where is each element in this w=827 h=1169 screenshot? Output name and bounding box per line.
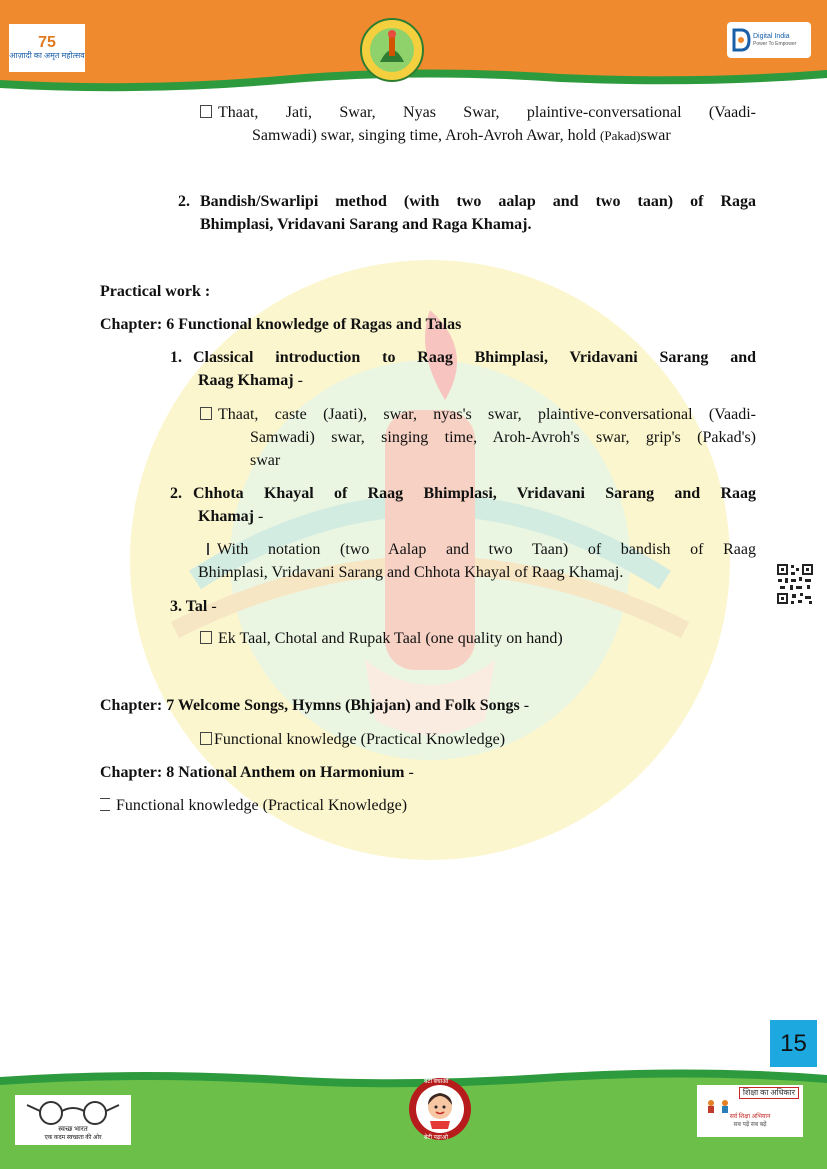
digital-india-title: Digital India: [753, 32, 790, 40]
practical-work-heading: Practical work :: [100, 283, 211, 300]
chapter-8-heading: Chapter: 8 National Anthem on Harmonium -: [100, 764, 414, 781]
item-2-line-1: Bandish/Swarlipi method (with two aalap and two taan) of Raga: [200, 193, 756, 210]
bullet-icon: [200, 407, 212, 420]
beti-bachao-emblem-icon: [408, 1077, 472, 1141]
practical-item-3: 3. Tal -: [170, 598, 217, 615]
raga-attributes-line-2: Samwadi) swar, singing time, Aroh-Avroh Awar, hold (Pakad)swar: [252, 127, 671, 144]
practical-item-2-line-2: Khamaj -: [198, 508, 264, 525]
bullet-icon: [207, 543, 209, 555]
practical-item-2-number: 2.: [170, 485, 182, 502]
raga-attributes-line-1: Thaat, Jati, Swar, Nyas Swar, plaintive-conversational (Vaadi-: [200, 101, 756, 124]
chapter-7-heading: Chapter: 7 Welcome Songs, Hymns (Bhjajan) and Folk Songs -: [100, 697, 530, 714]
item-2-line-2: Bhimplasi, Vridavani Sarang and Raga Khamaj.: [200, 216, 532, 233]
beti-padhao-text: बेटी पढ़ाओ: [424, 1135, 448, 1141]
practical-item-2-sub-line-2: Bhimplasi, Vridavani Sarang and Chhota Khayal of Raag Khamaj.: [198, 564, 624, 581]
azadi-number: 75: [38, 34, 56, 51]
chapter-8-sub: Functional knowledge (Practical Knowledge): [100, 794, 407, 817]
qr-code-icon: [776, 563, 814, 605]
rte-line-2: सब पढ़ें सब बढ़ें: [733, 1122, 767, 1128]
bullet-icon: [100, 798, 110, 811]
page-number: 15: [770, 1020, 817, 1067]
chapter-7-sub: Functional knowledge (Practical Knowledge): [200, 728, 505, 751]
practical-item-1-sub-line-1: Thaat, caste (Jaati), swar, nyas's swar, plaintive-conversational (Vaadi-: [200, 403, 756, 426]
swachh-text: स्वच्छ भारत: [58, 1124, 88, 1133]
bullet-icon: [200, 105, 212, 118]
bullet-icon: [200, 631, 212, 644]
beti-bachao-text: बेटी बचाओ: [424, 1079, 449, 1085]
bullet-icon: [200, 732, 212, 745]
chapter-6-heading: Chapter: 6 Functional knowledge of Ragas and Talas: [100, 316, 462, 333]
practical-item-1-sub-line-3: swar: [250, 452, 281, 469]
children-icon: [703, 1099, 753, 1113]
digital-india-subtitle: Power To Empower: [753, 40, 797, 47]
glasses-icon: [23, 1099, 123, 1125]
swachh-bharat-logo: [15, 1095, 131, 1145]
practical-item-3-sub: Ek Taal, Chotal and Rupak Taal (one quality on hand): [200, 627, 563, 650]
rte-logo: [697, 1085, 803, 1137]
page-footer: [0, 1065, 827, 1169]
item-2-number: 2.: [178, 193, 190, 210]
rte-title: शिक्षा का अधिकार: [739, 1087, 799, 1099]
practical-item-1-line-1: Classical introduction to Raag Bhimplasi, Vridavani Sarang and: [193, 349, 756, 366]
rte-line-1: सर्व शिक्षा अभियान: [729, 1114, 771, 1120]
practical-item-1-number: 1.: [170, 349, 182, 366]
practical-item-1-sub-line-2: Samwadi) swar, singing time, Aroh-Avroh's swar, grip's (Pakad's): [250, 429, 756, 446]
azadi-text: आज़ादी का अमृत महोत्सव: [9, 51, 85, 60]
practical-item-2-line-1: Chhota Khayal of Raag Bhimplasi, Vridavani Sarang and Raag: [193, 485, 756, 502]
practical-item-2-sub-line-1: With notation (two Aalap and two Taan) of bandish of Raag: [207, 538, 756, 561]
practical-item-1-line-2: Raag Khamaj -: [198, 372, 303, 389]
swachh-tagline: एक कदम स्वच्छता की ओर: [44, 1134, 102, 1141]
